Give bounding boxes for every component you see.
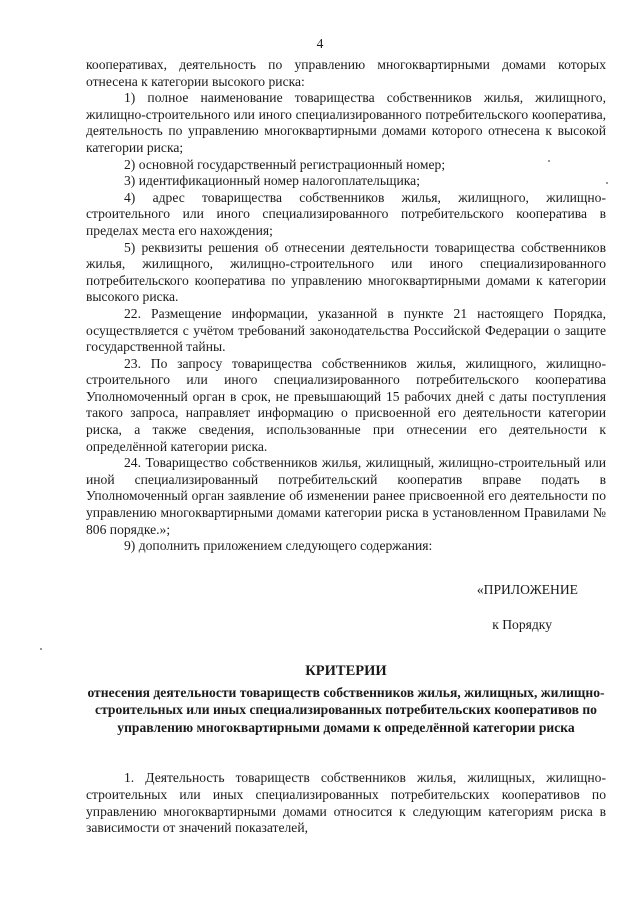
criteria-title: КРИТЕРИИ [305,663,387,679]
list-item-5: 5) реквизиты решения об отнесении деятельности товарищества собственников жилья, жилищного, жилищно-строительного или иного специализированного потребительского кооператива по управлению многоквартирными домами к категории высокого риска. [86,239,606,305]
appendix-label: «ПРИЛОЖЕНИЕ [476,582,578,597]
clause-23: 23. По запросу товарищества собственников жилья, жилищного, жилищно-строительного или иного специализированного потребительского кооператива Уполномоченный орган в срок, не превышающий 15 рабочих дней с даты поступления такого запроса, направляет информацию о присвоенной его деятельности категории риска, а также сведения, использованные при отнесении его деятельности к определённой категории риска. [86,355,606,454]
scan-speck [40,648,42,650]
criteria-subtitle: отнесения деятельности товариществ собственников жилья, жилищных, жилищно-строительных или иных специализированных потребительских кооперативов по управлению многоквартирными домами к определённой категории риска [87,685,605,735]
list-item-2: 2) основной государственный регистрационный номер; [124,156,446,172]
amendment-9: 9) дополнить приложением следующего содержания: [124,538,433,554]
body-text [86,57,606,555]
list-item-4: 4) адрес товарищества собственников жилья, жилищного, жилищно-строительного или иного специализированного потребительского кооператива в пределах места его нахождения; [86,189,606,238]
appendix-to-order: к Порядку [492,616,552,632]
page-number: 4 [316,36,324,51]
criteria-item-1: 1. Деятельность товариществ собственников жилья, жилищных, жилищно-строительных или иных специализированных потребительских кооперативов по управлению многоквартирными домами относится к следующим категориям риска в зависимости от значений показателей, [86,770,606,836]
criteria-body [86,770,606,837]
criteria-heading [86,663,606,736]
clause-22: 22. Размещение информации, указанной в пункте 21 настоящего Порядка, осуществляется с учётом требований законодательства Российской Федерации о защите государственной тайны. [86,305,606,355]
list-item-1: 1) полное наименование товарищества собственников жилья, жилищного, жилищно-строительного или иного специализированного потребительского кооператива, деятельность по управлению многоквартирными домами которого отнесена к высокой категории риска; [86,90,606,155]
scan-speck [548,160,550,162]
scan-speck [606,182,608,184]
clause-24: 24. Товарищество собственников жилья, жилищный, жилищно-строительный или иной специализированный потребительский кооператив вправе подать в Уполномоченный орган заявление об изменении ранее присвоенной его деятельности по управлению многоквартирными домами категории риска в установленном Правилами № 806 порядке.»; [86,455,606,537]
list-item-3: 3) идентификационный номер налогоплательщика; [124,173,420,189]
paragraph-continuation: кооперативах, деятельность по управлению многоквартирными домами которых отнесена к категории высокого риска: [86,57,606,89]
appendix-heading [0,582,578,633]
